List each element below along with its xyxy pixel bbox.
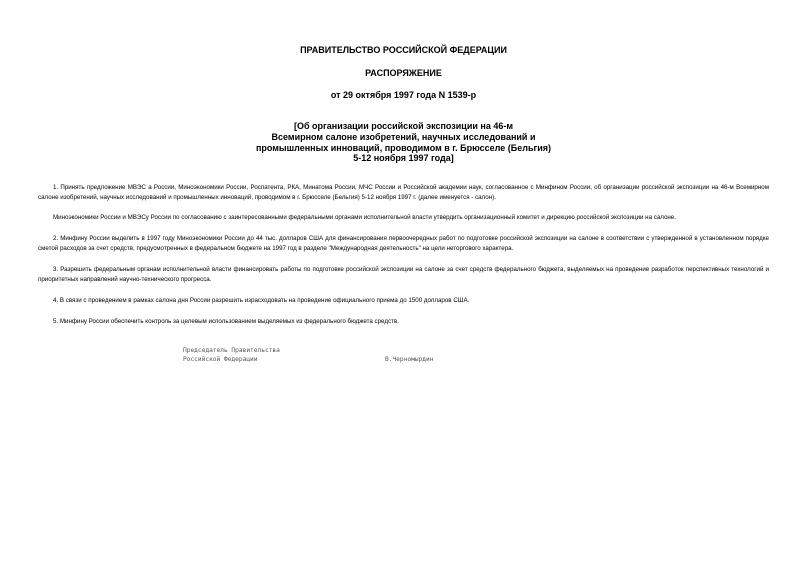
paragraph-4: 4. В связи с проведением в рамках салона дня России разрешить израсходовать на проведение официального приема до 1500 долларов США. xyxy=(53,297,470,304)
signature-position-line2: Российской Федерации xyxy=(183,356,258,363)
document-date-number: от 29 октября 1997 года N 1539-р xyxy=(330,90,477,100)
paragraph-1-continuation: Миноэкономики России и МВЭСу России по согласованию с заинтересованными федеральными органами исполнительной власти утвердить организационный комитет и дирекцию российской экспозиции на салоне. xyxy=(53,214,676,221)
document-title xyxy=(0,121,807,164)
government-heading: ПРАВИТЕЛЬСТВО РОССИЙСКОЙ ФЕДЕРАЦИИ xyxy=(300,45,507,55)
title-line: 5-12 ноября 1997 года] xyxy=(353,153,454,164)
paragraph-5: 5. Минфину России обеспечить контроль за целевым использованием выделяемых из федерального бюджета средств. xyxy=(53,318,399,325)
document-type-heading: РАСПОРЯЖЕНИЕ xyxy=(365,68,442,78)
title-line: промышленных инноваций, проводимом в г. Брюсселе (Бельгия) xyxy=(255,142,552,153)
paragraph-3: 3. Разрешить федеральным органам исполнительной власти финансировать работы по подготовке российской экспозиции на салоне за счет средств федерального бюджета, выделяемых на проведение разработок перспективных технологий и приоритетных направлений научно-технического прогресса. xyxy=(38,266,769,283)
signature-position-line1: Председатель Правительства xyxy=(183,347,280,354)
signature-name: В.Черномырдин xyxy=(385,356,434,363)
paragraph-2: 2. Минфину России выделить в 1997 году Миноэкономики России до 44 тыс. долларов США для финансирования первоочередных работ по подготовке российской экспозиции на салоне в соответствии с утвержденной в установленном порядке сметой расходов за счет средств, предусмотренных в федеральном бюджете на 1997 год в разделе "Международная деятельность" на цели неторгового характера. xyxy=(38,235,769,252)
title-line: [Об организации российской экспозиции на 46-м xyxy=(294,121,513,131)
paragraph-1: 1. Принять предложение МВЭС а России, Миноэкономики России, Роспатента, РКА, Минатома России, МЧС России и Российской академии наук, согласованное с Минфином России, об организации российской экспозиции на 46-м Всемирном салоне изобретений, научных исследований и промышленных инноваций, проводимом в г. Брюсселе (Бельгия) 5-12 ноября 1997 г. (далее именуется - салон). xyxy=(38,184,769,201)
title-line: Всемирном салоне изобретений, научных исследований и xyxy=(271,131,536,142)
